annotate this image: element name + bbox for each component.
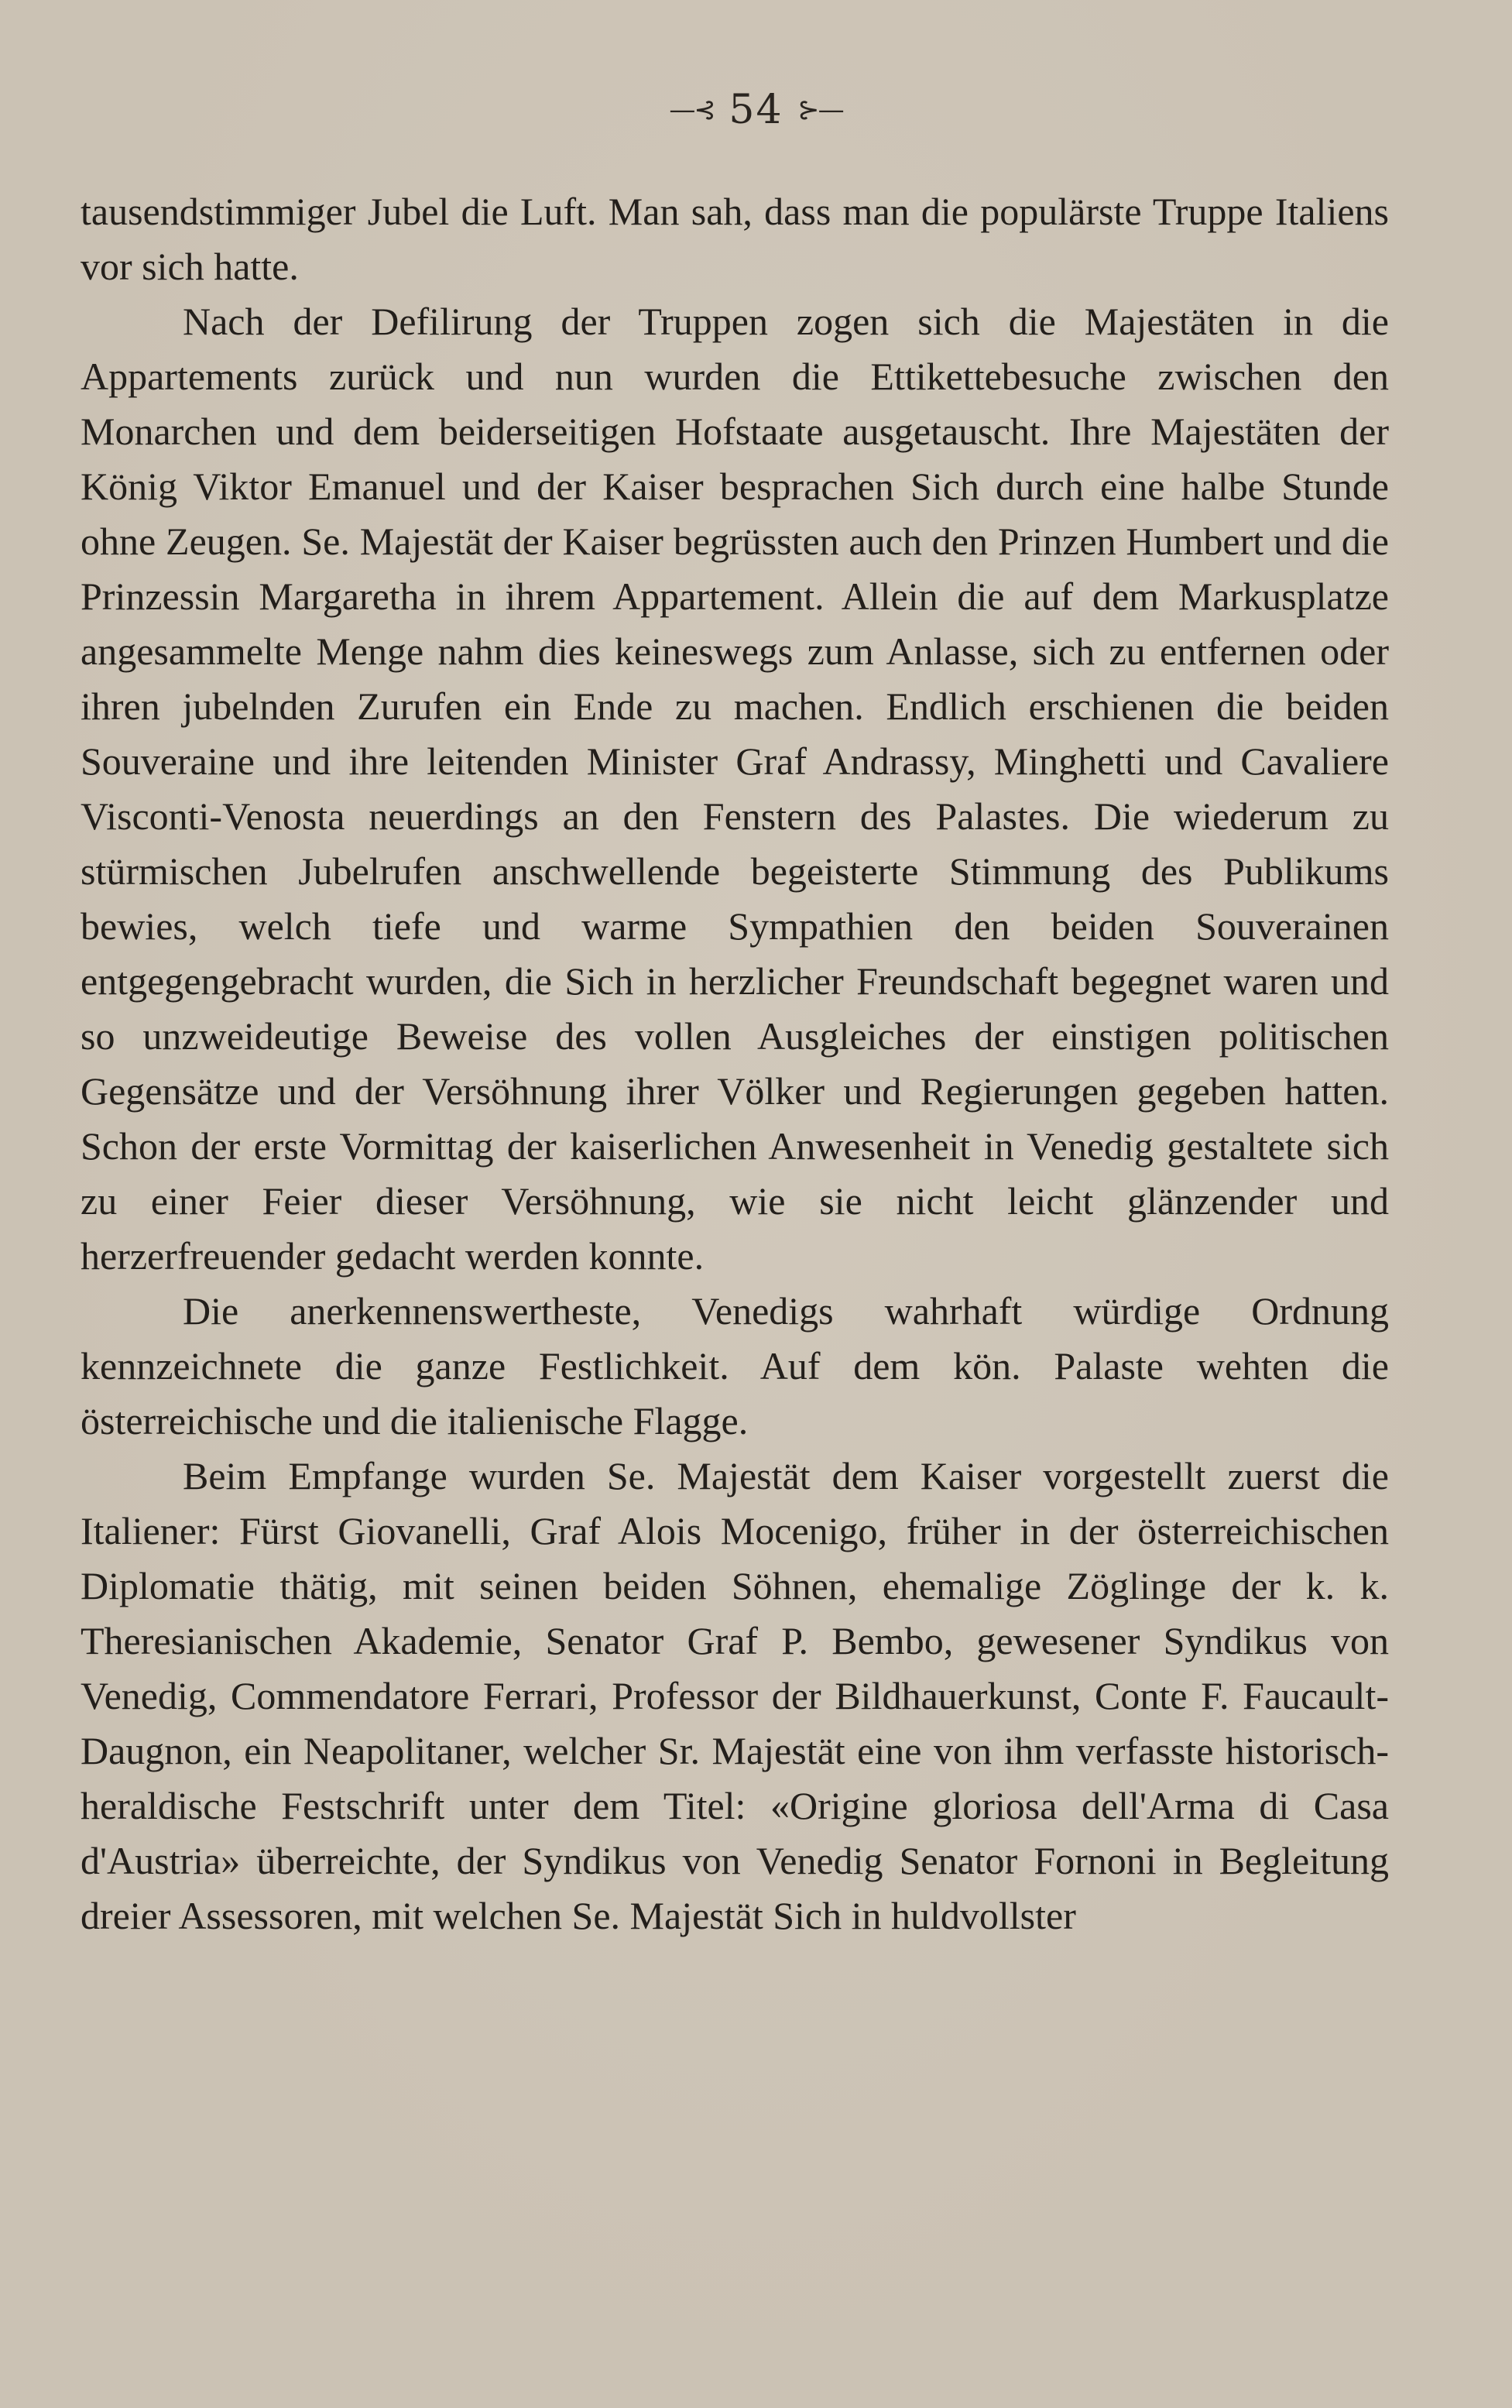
paragraph-1: tausendstimmiger Jubel die Luft. Man sah, dass man die populärste Truppe Italiens vor sich hatte. <box>81 190 1389 288</box>
body-text <box>81 184 1389 1943</box>
ornament-right: ⊱— <box>797 94 843 125</box>
ornament-left: —⊰ <box>669 94 715 125</box>
paragraph-3: Die anerkennenswertheste, Venedigs wahrhaft würdige Ordnung kennzeichnete die ganze Festlichkeit. Auf dem kön. Palaste wehten die österreichische und die italienische Flagge. <box>81 1289 1389 1442</box>
page-number: 54 <box>729 87 783 133</box>
paragraph-2: Nach der Defilirung der Truppen zogen sich die Majestäten in die Appartements zurück und nun wurden die Ettikettebesuche zwischen den Monarchen und dem beiderseitigen Hofstaate ausgetauscht. Ihre Majestäten der König Viktor Emanuel und der Kaiser besprachen Sich durch eine halbe Stunde ohne Zeugen. Se. Majestät der Kaiser begrüssten auch den Prinzen Humbert und die Prinzessin Margaretha in ihrem Appartement. Allein die auf dem Markusplatze angesammelte Menge nahm dies keineswegs zum Anlasse, sich zu entfernen oder ihren jubelnden Zurufen ein Ende zu machen. Endlich erschienen die beiden Souveraine und ihre leitenden Minister Graf Andrassy, Minghetti und Cavaliere Visconti-Venosta neuerdings an den Fenstern des Palastes. Die wiederum zu stürmischen Jubelrufen anschwellende begeisterte Stimmung des Publikums bewies, welch tiefe und warme Sympathien den beiden Souverainen entgegengebracht wurden, die Sich in herzlicher Freundschaft begegnet waren und so unzweideutige Beweise des vollen Ausgleiches der einstigen politischen Gegensätze und der Versöhnung ihrer Völker und Regierungen gegeben hatten. Schon der erste Vormittag der kaiserlichen Anwesenheit in Venedig gestaltete sich zu einer Feier dieser Versöhnung, wie sie nicht leicht glänzender und herzerfreuender gedacht werden konnte. <box>81 300 1389 1278</box>
page-header <box>0 87 1512 133</box>
paragraph-4: Beim Empfange wurden Se. Majestät dem Kaiser vorgestellt zuerst die Italiener: Fürst Giovanelli, Graf Alois Mocenigo, früher in der österreichischen Diplomatie thätig, mit seinen beiden Söhnen, ehemalige Zöglinge der k. k. Theresianischen Akademie, Senator Graf P. Bembo, gewesener Syndikus von Venedig, Commendatore Ferrari, Professor der Bildhauerkunst, Conte F. Faucault-Daugnon, ein Neapolitaner, welcher Sr. Majestät eine von ihm verfasste historisch-heraldische Festschrift unter dem Titel: «Origine gloriosa dell'Arma di Casa d'Austria» überreichte, der Syndikus von Venedig Senator Fornoni in Begleitung dreier Assessoren, mit welchen Se. Majestät Sich in huldvollster <box>81 1454 1389 1937</box>
